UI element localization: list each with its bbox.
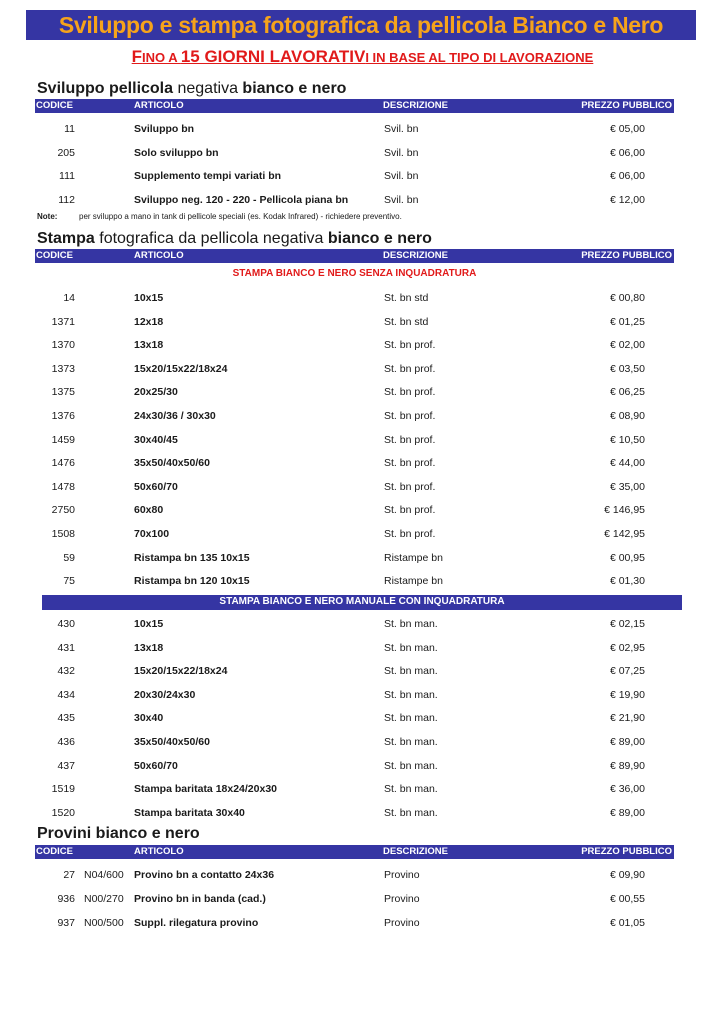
subtitle-initial: F bbox=[131, 47, 143, 66]
row-code: 1375 bbox=[51, 386, 75, 399]
row-price: € 44,00 bbox=[609, 457, 645, 470]
table-row bbox=[35, 574, 674, 588]
row-price: € 02,95 bbox=[609, 641, 645, 654]
row-description: Provino bbox=[384, 869, 420, 881]
table-row bbox=[35, 456, 674, 470]
note-text: per sviluppo a mano in tank di pellicole speciali (es. Kodak Infrared) - richiedere preventivo. bbox=[79, 212, 402, 221]
row-description: St. bn prof. bbox=[384, 433, 436, 446]
row-code: 1370 bbox=[51, 339, 75, 352]
row-article: 10x15 bbox=[134, 618, 164, 630]
subheader-senza-inquadratura: STAMPA BIANCO E NERO SENZA INQUADRATURA bbox=[232, 268, 477, 279]
section-title-bold: Sviluppo pellicola bbox=[37, 80, 174, 97]
row-article: 60x80 bbox=[134, 504, 164, 517]
row-article: 70x100 bbox=[134, 528, 170, 540]
row-price: € 06,00 bbox=[609, 170, 645, 182]
row-description: Ristampe bn bbox=[384, 575, 443, 588]
row-description: St. bn man. bbox=[384, 806, 438, 819]
row-code: 59 bbox=[63, 551, 75, 564]
subtitle-tail: I IN BASE AL TIPO DI LAVORAZIONE bbox=[365, 50, 594, 65]
header-article: ARTICOLO bbox=[134, 250, 184, 261]
table-row bbox=[35, 146, 674, 160]
row-code: 1520 bbox=[51, 806, 75, 819]
row-ref: N04/600 bbox=[84, 869, 124, 881]
table-row bbox=[35, 782, 674, 796]
row-price: € 08,90 bbox=[609, 410, 645, 422]
row-price: € 03,50 bbox=[609, 362, 645, 375]
row-code: 937 bbox=[57, 916, 75, 929]
row-article: 50x60/70 bbox=[134, 480, 178, 493]
table-row bbox=[35, 409, 674, 423]
row-price: € 12,00 bbox=[609, 193, 645, 206]
row-code: 431 bbox=[57, 641, 75, 654]
row-price: € 00,95 bbox=[609, 551, 645, 564]
row-code: 1508 bbox=[51, 528, 75, 540]
row-description: St. bn man. bbox=[384, 665, 438, 678]
row-price: € 02,00 bbox=[609, 339, 645, 352]
row-description: St. bn man. bbox=[384, 759, 438, 772]
header-description: DESCRIZIONE bbox=[383, 100, 448, 111]
row-code: 2750 bbox=[51, 504, 75, 517]
table-row bbox=[35, 641, 674, 655]
row-article: Sviluppo neg. 120 - 220 - Pellicola piana bn bbox=[134, 193, 349, 206]
row-article: Ristampa bn 135 10x15 bbox=[134, 551, 250, 564]
row-price: € 05,00 bbox=[609, 123, 645, 135]
row-description: St. bn man. bbox=[384, 688, 438, 701]
table-header bbox=[35, 249, 674, 263]
table-row bbox=[35, 338, 674, 352]
row-description: Svil. bn bbox=[384, 193, 419, 206]
table-row bbox=[35, 617, 674, 631]
section-title-bold: bianco e nero bbox=[327, 230, 432, 247]
section-title-bold: bianco e nero bbox=[242, 80, 347, 97]
row-code: 11 bbox=[64, 123, 75, 135]
section-title-bold: Stampa bbox=[37, 230, 95, 247]
row-article: 35x50/40x50/60 bbox=[134, 457, 210, 470]
row-article: 10x15 bbox=[134, 292, 164, 304]
row-code: 205 bbox=[57, 146, 75, 159]
table-row bbox=[35, 291, 674, 305]
table-row bbox=[35, 688, 674, 702]
table-row bbox=[35, 315, 674, 329]
table-row bbox=[35, 711, 674, 725]
table-header bbox=[35, 99, 674, 113]
row-description: St. bn prof. bbox=[384, 457, 436, 470]
row-description: St. bn prof. bbox=[384, 528, 436, 540]
row-article: 24x30/36 / 30x30 bbox=[134, 410, 216, 422]
row-price: € 10,50 bbox=[609, 433, 645, 446]
row-description: St. bn prof. bbox=[384, 480, 436, 493]
subtitle-main: 15 GIORNI LAVORATIV bbox=[180, 47, 366, 66]
row-code: 430 bbox=[57, 618, 75, 630]
table-row bbox=[35, 122, 674, 136]
row-article: Ristampa bn 120 10x15 bbox=[134, 575, 250, 588]
row-price: € 00,55 bbox=[609, 892, 645, 905]
row-code: 1519 bbox=[51, 783, 75, 796]
section-title-normal: negativa bbox=[173, 80, 243, 97]
header-price: PREZZO PUBBLICO bbox=[581, 250, 672, 261]
row-article: 50x60/70 bbox=[134, 759, 178, 772]
row-description: St. bn man. bbox=[384, 712, 438, 725]
row-price: € 89,00 bbox=[609, 736, 645, 748]
row-price: € 01,30 bbox=[609, 575, 645, 588]
row-article: 30x40/45 bbox=[134, 433, 178, 446]
row-code: 435 bbox=[57, 712, 75, 725]
header-description: DESCRIZIONE bbox=[383, 846, 448, 857]
header-price: PREZZO PUBBLICO bbox=[581, 846, 672, 857]
row-price: € 09,90 bbox=[609, 869, 645, 881]
row-description: St. bn prof. bbox=[384, 362, 436, 375]
table-row bbox=[35, 759, 674, 773]
row-article: Supplemento tempi variati bn bbox=[134, 170, 282, 182]
row-article: Sviluppo bn bbox=[134, 123, 195, 135]
row-price: € 21,90 bbox=[609, 712, 645, 725]
row-description: Svil. bn bbox=[384, 170, 419, 182]
row-article: Provino bn a contatto 24x36 bbox=[134, 869, 275, 881]
header-article: ARTICOLO bbox=[134, 100, 184, 111]
page-banner-title: Sviluppo e stampa fotografica da pellicola Bianco e Nero bbox=[26, 10, 696, 40]
row-description: St. bn std bbox=[384, 315, 429, 328]
row-code: 75 bbox=[63, 575, 75, 588]
row-description: St. bn prof. bbox=[384, 504, 436, 517]
delivery-time-subtitle bbox=[0, 47, 725, 67]
row-code: 936 bbox=[57, 892, 75, 905]
row-description: St. bn prof. bbox=[384, 386, 436, 399]
row-price: € 01,25 bbox=[609, 315, 645, 328]
table-row bbox=[35, 806, 674, 820]
table-row bbox=[35, 527, 674, 541]
row-code: 1476 bbox=[51, 457, 75, 470]
row-article: 13x18 bbox=[134, 339, 164, 352]
row-code: 1373 bbox=[51, 362, 75, 375]
table-row bbox=[35, 480, 674, 494]
table-row bbox=[35, 385, 674, 399]
section-title-sviluppo bbox=[37, 80, 346, 98]
row-description: Provino bbox=[384, 892, 420, 905]
row-code: 436 bbox=[57, 736, 75, 748]
table-row bbox=[35, 551, 674, 565]
row-ref: N00/270 bbox=[84, 892, 124, 905]
subheader-con-inquadratura: STAMPA BIANCO E NERO MANUALE CON INQUADRATURA bbox=[42, 595, 682, 610]
row-article: 15x20/15x22/18x24 bbox=[134, 665, 228, 678]
header-code: CODICE bbox=[36, 250, 73, 261]
header-code: CODICE bbox=[36, 846, 73, 857]
row-article: Stampa baritata 30x40 bbox=[134, 806, 245, 819]
row-code: 112 bbox=[58, 193, 75, 206]
row-article: Stampa baritata 18x24/20x30 bbox=[134, 783, 278, 796]
row-price: € 146,95 bbox=[604, 504, 645, 517]
row-description: St. bn man. bbox=[384, 783, 438, 796]
table-row bbox=[35, 193, 674, 207]
row-description: St. bn std bbox=[384, 292, 429, 304]
table-row bbox=[35, 433, 674, 447]
row-description: St. bn man. bbox=[384, 641, 438, 654]
row-price: € 142,95 bbox=[604, 528, 645, 540]
note-label: Note: bbox=[37, 212, 58, 221]
table-row bbox=[35, 503, 674, 517]
row-description: St. bn prof. bbox=[384, 410, 436, 422]
table-row bbox=[35, 362, 674, 376]
row-price: € 02,15 bbox=[609, 618, 645, 630]
row-code: 1478 bbox=[51, 480, 75, 493]
row-code: 1376 bbox=[51, 410, 75, 422]
row-code: 432 bbox=[57, 665, 75, 678]
row-description: Provino bbox=[384, 916, 420, 929]
note bbox=[37, 212, 402, 221]
row-ref: N00/500 bbox=[84, 916, 124, 929]
row-code: 111 bbox=[59, 170, 75, 182]
section-title-normal: fotografica da pellicola negativa bbox=[94, 230, 328, 247]
row-price: € 36,00 bbox=[609, 783, 645, 796]
row-description: Ristampe bn bbox=[384, 551, 443, 564]
row-article: 35x50/40x50/60 bbox=[134, 736, 210, 748]
table-header bbox=[35, 845, 674, 859]
row-price: € 19,90 bbox=[609, 688, 645, 701]
row-price: € 89,90 bbox=[609, 759, 645, 772]
row-description: St. bn man. bbox=[384, 736, 438, 748]
row-price: € 06,25 bbox=[609, 386, 645, 399]
table-row bbox=[35, 735, 674, 749]
row-article: 12x18 bbox=[134, 315, 164, 328]
table-row bbox=[35, 169, 674, 183]
row-price: € 06,00 bbox=[609, 146, 645, 159]
row-article: Suppl. rilegatura provino bbox=[134, 916, 259, 929]
row-code: 434 bbox=[57, 688, 75, 701]
row-price: € 89,00 bbox=[609, 806, 645, 819]
section-title-provini: Provini bianco e nero bbox=[37, 825, 200, 842]
row-article: 20x25/30 bbox=[134, 386, 178, 399]
row-code: 1371 bbox=[51, 315, 75, 328]
row-price: € 35,00 bbox=[609, 480, 645, 493]
row-description: St. bn prof. bbox=[384, 339, 436, 352]
row-article: Solo sviluppo bn bbox=[134, 146, 219, 159]
section-title-stampa bbox=[37, 230, 432, 248]
row-code: 1459 bbox=[51, 433, 75, 446]
table-row bbox=[35, 868, 674, 882]
row-description: St. bn man. bbox=[384, 618, 438, 630]
row-code: 437 bbox=[57, 759, 75, 772]
header-code: CODICE bbox=[36, 100, 73, 111]
row-price: € 07,25 bbox=[609, 665, 645, 678]
row-price: € 01,05 bbox=[609, 916, 645, 929]
row-article: 30x40 bbox=[134, 712, 164, 725]
row-article: 20x30/24x30 bbox=[134, 688, 196, 701]
row-article: 15x20/15x22/18x24 bbox=[134, 362, 228, 375]
row-price: € 00,80 bbox=[609, 292, 645, 304]
header-description: DESCRIZIONE bbox=[383, 250, 448, 261]
header-article: ARTICOLO bbox=[134, 846, 184, 857]
header-price: PREZZO PUBBLICO bbox=[581, 100, 672, 111]
table-row bbox=[35, 916, 674, 930]
row-description: Svil. bn bbox=[384, 123, 419, 135]
row-article: 13x18 bbox=[134, 641, 164, 654]
row-article: Provino bn in banda (cad.) bbox=[134, 892, 266, 905]
row-code: 14 bbox=[63, 292, 75, 304]
row-code: 27 bbox=[63, 869, 75, 881]
row-description: Svil. bn bbox=[384, 146, 419, 159]
table-row bbox=[35, 892, 674, 906]
table-row bbox=[35, 664, 674, 678]
subtitle-ino: INO A bbox=[142, 50, 181, 65]
